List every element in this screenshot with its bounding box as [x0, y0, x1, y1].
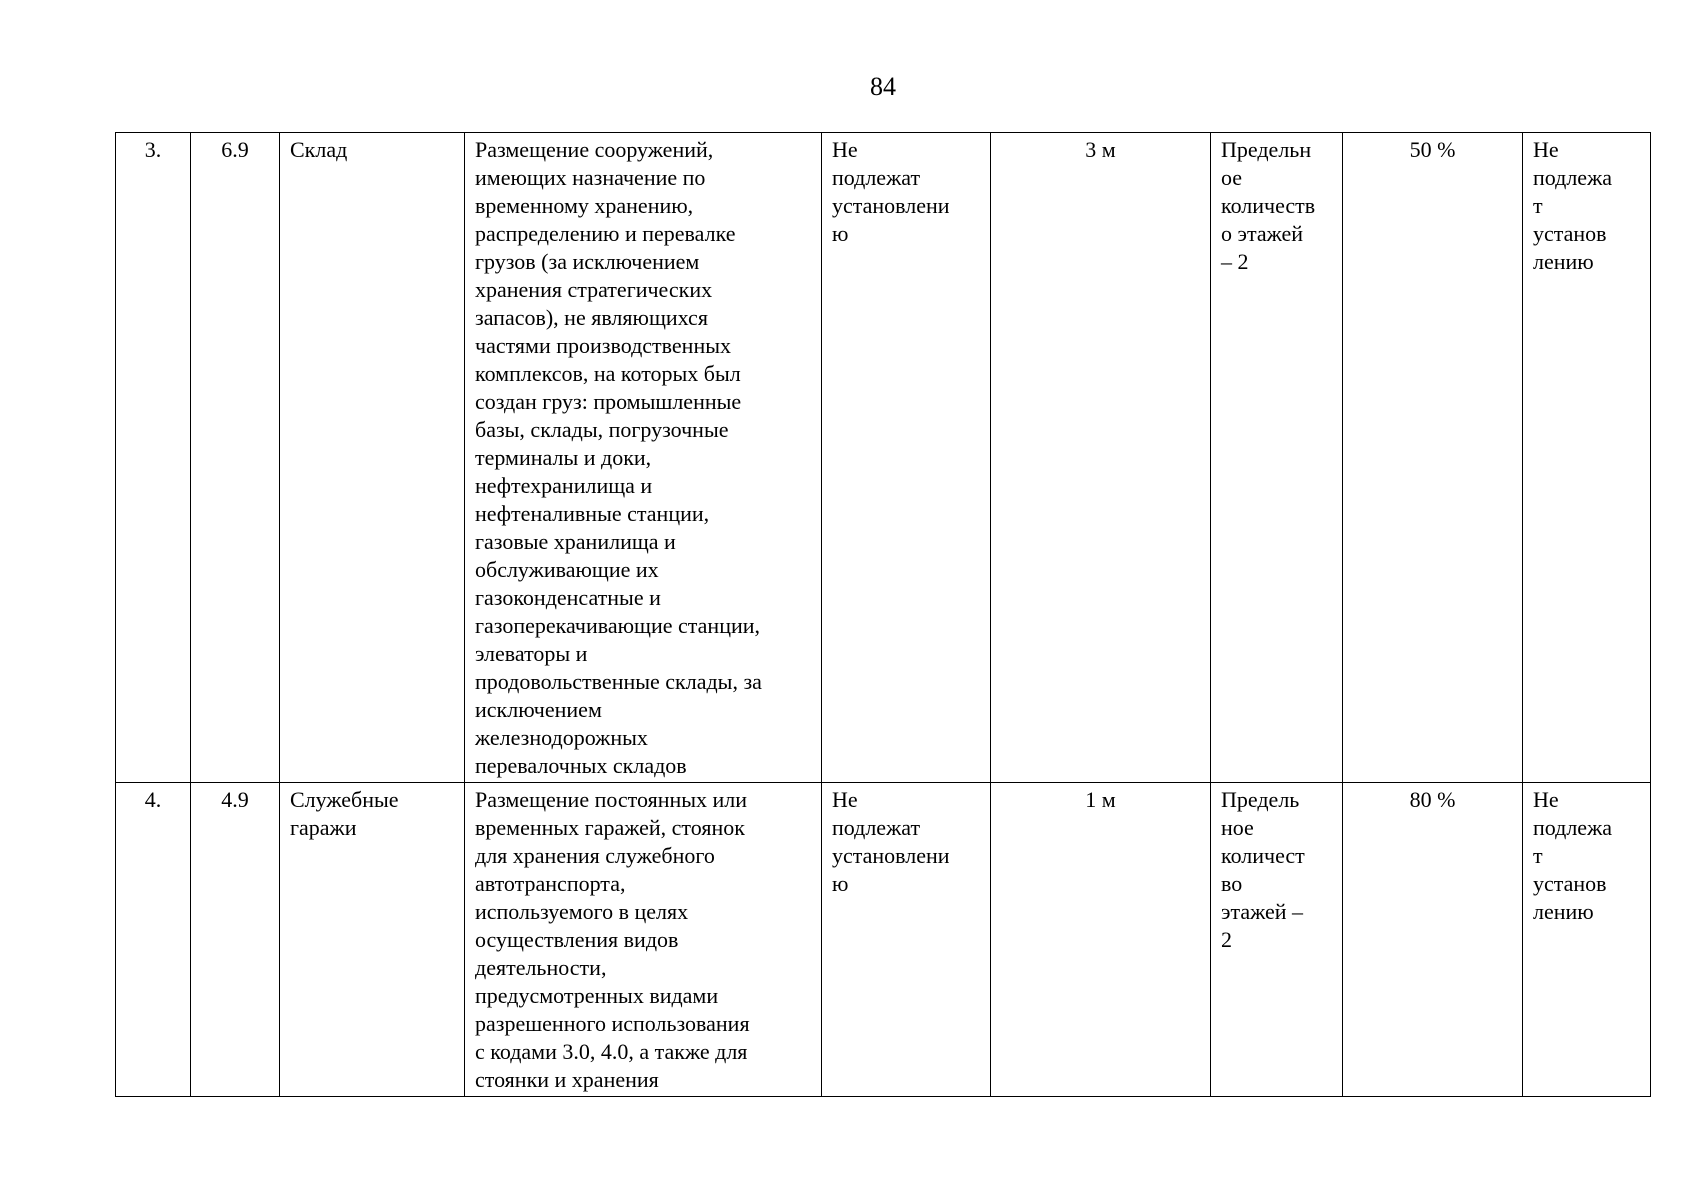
text-line: частями производственных: [475, 333, 731, 358]
text-line: Служебные: [290, 787, 399, 812]
use-description: [465, 133, 822, 783]
text-line: этажей –: [1221, 899, 1304, 924]
use-name: [280, 133, 465, 783]
text-line: стоянки и хранения: [475, 1067, 659, 1092]
text-line: перевалочных складов: [475, 753, 687, 778]
min-setback: 1 м: [991, 783, 1211, 1097]
text-line: Не: [832, 137, 858, 162]
text-line: осуществления видов: [475, 927, 679, 952]
text-line: распределению и перевалке: [475, 221, 736, 246]
use-description: [465, 783, 822, 1097]
text-line: Размещение сооружений,: [475, 137, 714, 162]
text-line: терминалы и доки,: [475, 445, 652, 470]
text-line: 2: [1221, 927, 1232, 952]
text-line: лению: [1533, 249, 1594, 274]
text-line: т: [1533, 193, 1543, 218]
text-line: подлежа: [1533, 815, 1613, 840]
text-line: газовые хранилища и: [475, 529, 676, 554]
floors-limit: [1211, 133, 1343, 783]
text-line: временному хранению,: [475, 193, 694, 218]
text-line: базы, склады, погрузочные: [475, 417, 729, 442]
table-row: [116, 133, 1651, 783]
text-line: гаражи: [290, 815, 357, 840]
text-line: комплексов, на которых был: [475, 361, 741, 386]
text-line: нефтеналивные станции,: [475, 501, 710, 526]
text-line: количеств: [1221, 193, 1316, 218]
text-line: продовольственные склады, за: [475, 669, 762, 694]
text-line: – 2: [1221, 249, 1249, 274]
text-line: с кодами 3.0, 4.0, а также для: [475, 1039, 748, 1064]
coverage-percent: 50 %: [1343, 133, 1523, 783]
text-line: исключением: [475, 697, 602, 722]
text-line: деятельности,: [475, 955, 607, 980]
text-line: о этажей: [1221, 221, 1304, 246]
use-code: 6.9: [191, 133, 280, 783]
text-line: создан груз: промышленные: [475, 389, 742, 414]
other-params: [1523, 783, 1651, 1097]
text-line: автотранспорта,: [475, 871, 626, 896]
text-line: хранения стратегических: [475, 277, 713, 302]
page-number: [0, 72, 1697, 102]
text-line: ю: [832, 221, 849, 246]
text-line: разрешенного использования: [475, 1011, 750, 1036]
text-line: имеющих назначение по: [475, 165, 706, 190]
min-setback: 3 м: [991, 133, 1211, 783]
text-line: установлени: [832, 193, 950, 218]
row-number: 4.: [116, 783, 191, 1097]
text-line: обслуживающие их: [475, 557, 659, 582]
plot-size-limit: [822, 783, 991, 1097]
text-line: газоконденсатные и: [475, 585, 661, 610]
text-line: временных гаражей, стоянок: [475, 815, 745, 840]
plot-size-limit: [822, 133, 991, 783]
zoning-table: [115, 132, 1651, 1097]
text-line: Не: [832, 787, 858, 812]
other-params: [1523, 133, 1651, 783]
text-line: Склад: [290, 137, 348, 162]
floors-limit: [1211, 783, 1343, 1097]
table-row: [116, 783, 1651, 1097]
text-line: установ: [1533, 221, 1607, 246]
text-line: лению: [1533, 899, 1594, 924]
use-name: [280, 783, 465, 1097]
text-line: ное: [1221, 815, 1254, 840]
text-line: Размещение постоянных или: [475, 787, 748, 812]
text-line: подлежа: [1533, 165, 1613, 190]
text-line: количест: [1221, 843, 1305, 868]
row-number: 3.: [116, 133, 191, 783]
coverage-percent: 80 %: [1343, 783, 1523, 1097]
text-line: предусмотренных видами: [475, 983, 719, 1008]
text-line: Не: [1533, 137, 1559, 162]
text-line: подлежат: [832, 165, 921, 190]
text-line: элеваторы и: [475, 641, 588, 666]
text-line: ое: [1221, 165, 1243, 190]
text-line: т: [1533, 843, 1543, 868]
text-line: установлени: [832, 843, 950, 868]
text-line: для хранения служебного: [475, 843, 715, 868]
text-line: установ: [1533, 871, 1607, 896]
text-line: во: [1221, 871, 1243, 896]
text-line: Предельн: [1221, 137, 1312, 162]
text-line: ю: [832, 871, 849, 896]
text-line: грузов (за исключением: [475, 249, 700, 274]
text-line: нефтехранилища и: [475, 473, 653, 498]
text-line: запасов), не являющихся: [475, 305, 708, 330]
text-line: используемого в целях: [475, 899, 689, 924]
text-line: газоперекачивающие станции,: [475, 613, 761, 638]
text-line: железнодорожных: [475, 725, 648, 750]
text-line: Не: [1533, 787, 1559, 812]
text-line: подлежат: [832, 815, 921, 840]
page-number-text: 84: [870, 72, 896, 101]
use-code: 4.9: [191, 783, 280, 1097]
text-line: Предель: [1221, 787, 1300, 812]
